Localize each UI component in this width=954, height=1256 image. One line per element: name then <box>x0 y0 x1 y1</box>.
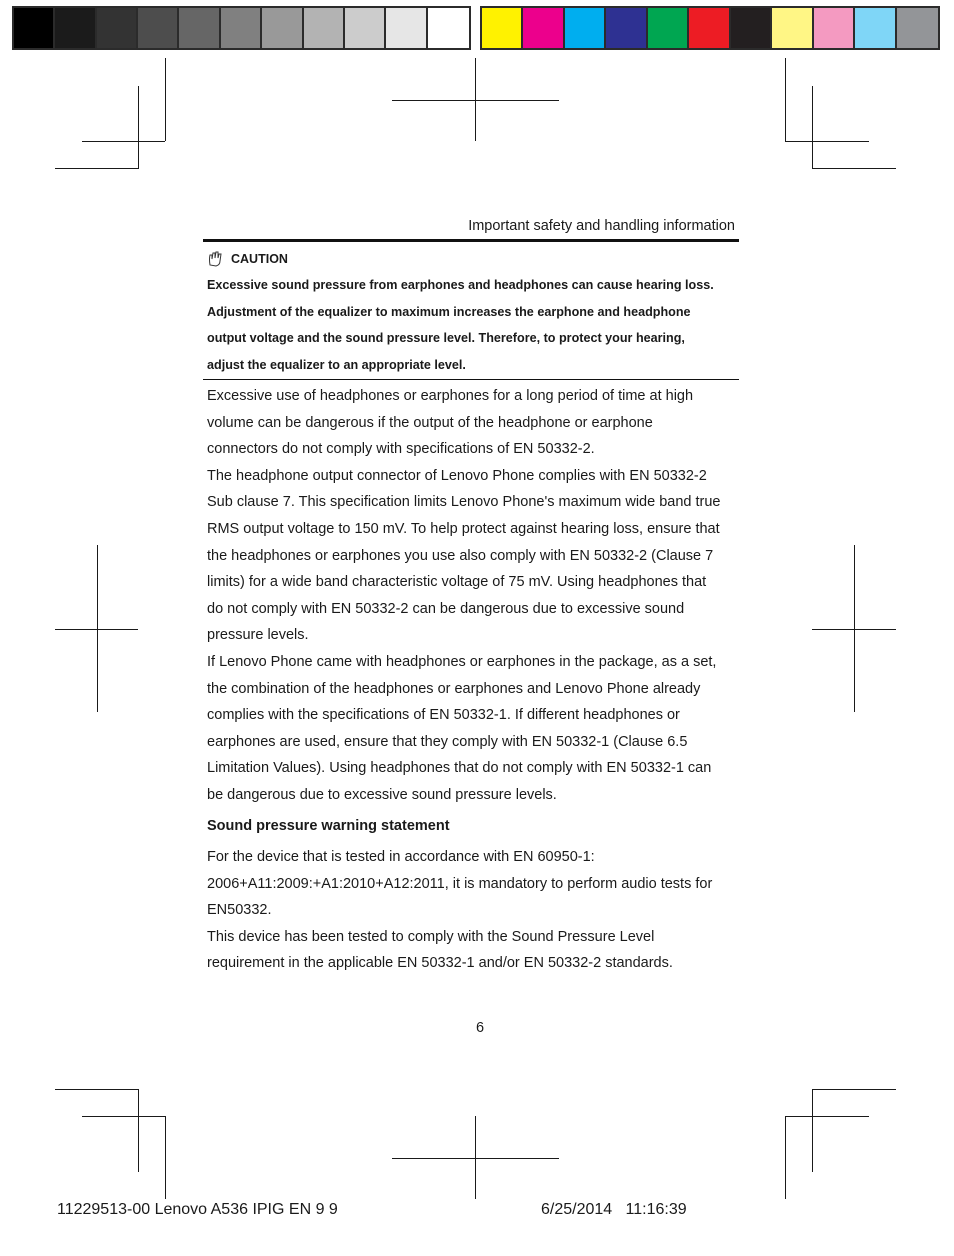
gray-swatch <box>221 8 262 48</box>
crop-mark <box>812 168 896 169</box>
crop-mark <box>812 86 813 169</box>
body-line: The headphone output connector of Lenovo Phone complies with EN 50332-2 <box>207 467 707 484</box>
body-line: do not comply with EN 50332-2 can be dangerous due to excessive sound <box>207 600 685 617</box>
color-swatch <box>772 8 813 48</box>
caution-line: adjust the equalizer to an appropriate level. <box>207 357 466 372</box>
color-swatch <box>523 8 564 48</box>
body-line: If Lenovo Phone came with headphones or earphones in the package, as a set, <box>207 653 717 670</box>
caution-line: Excessive sound pressure from earphones and headphones can cause hearing loss. <box>207 278 714 292</box>
caution-line: output voltage and the sound pressure level. Therefore, to protect your hearing, <box>207 331 685 345</box>
crop-mark <box>785 58 786 141</box>
color-swatch <box>855 8 896 48</box>
crop-mark <box>55 168 138 169</box>
color-swatch <box>606 8 647 48</box>
gray-swatch <box>55 8 96 48</box>
body-line: pressure levels. <box>207 627 309 644</box>
color-swatch <box>648 8 689 48</box>
page-number: 6 <box>475 1020 485 1036</box>
grayscale-calibration-bar <box>12 6 471 50</box>
section-line: 2006+A11:2009:+A1:2010+A12:2011, it is mandatory to perform audio tests for <box>207 875 713 892</box>
body-line: volume can be dangerous if the output of the headphone or earphone <box>207 414 653 431</box>
gray-swatch <box>386 8 427 48</box>
crop-mark <box>138 86 139 169</box>
crop-mark <box>785 1116 786 1199</box>
color-swatch <box>731 8 772 48</box>
body-line: complies with the specifications of EN 50332-1. If different headphones or <box>207 707 680 724</box>
crop-mark <box>812 1089 813 1172</box>
crop-mark <box>165 1116 166 1199</box>
gray-swatch <box>97 8 138 48</box>
body-line: the headphones or earphones you use also comply with EN 50332-2 (Clause 7 <box>207 547 714 564</box>
body-line: RMS output voltage to 150 mV. To help protect against hearing loss, ensure that <box>207 520 720 537</box>
registration-mark <box>812 629 896 630</box>
gray-swatch <box>14 8 55 48</box>
section-line: This device has been tested to comply with the Sound Pressure Level <box>207 928 655 945</box>
caution-label: CAUTION <box>231 252 288 266</box>
caution-hand-icon <box>207 250 225 268</box>
gray-swatch <box>138 8 179 48</box>
crop-mark <box>165 58 166 141</box>
registration-mark <box>392 100 559 101</box>
color-swatch <box>897 8 938 48</box>
registration-mark <box>55 629 138 630</box>
crop-mark <box>55 1089 138 1090</box>
crop-mark <box>785 1116 869 1117</box>
color-swatch <box>689 8 730 48</box>
body-line: the combination of the headphones or earphones and Lenovo Phone already <box>207 680 701 697</box>
gray-swatch <box>262 8 303 48</box>
section-text <box>207 844 742 977</box>
gray-swatch <box>304 8 345 48</box>
caution-heading <box>207 250 288 268</box>
header-rule <box>203 239 739 242</box>
crop-mark <box>785 141 869 142</box>
caution-rule <box>203 379 739 380</box>
crop-mark <box>82 141 165 142</box>
gray-swatch <box>345 8 386 48</box>
registration-mark <box>392 1158 559 1159</box>
body-line: connectors do not comply with specifications of EN 50332-2. <box>207 441 595 458</box>
body-line: Limitation Values). Using headphones that do not comply with EN 50332-1 can <box>207 760 712 777</box>
body-line: limits) for a wide band characteristic voltage of 75 mV. Using headphones that <box>207 574 707 591</box>
section-line: EN50332. <box>207 902 272 919</box>
crop-mark <box>812 1089 896 1090</box>
caution-text <box>207 272 737 378</box>
caution-line: Adjustment of the equalizer to maximum increases the earphone and headphone <box>207 304 691 319</box>
body-line: Excessive use of headphones or earphones for a long period of time at high <box>207 388 694 404</box>
color-swatch <box>565 8 606 48</box>
gray-swatch <box>179 8 220 48</box>
section-line: requirement in the applicable EN 50332-1 and/or EN 50332-2 standards. <box>207 955 673 972</box>
body-text <box>207 383 742 809</box>
running-header: Important safety and handling information <box>468 218 735 234</box>
body-line: be dangerous due to excessive sound pressure levels. <box>207 786 557 803</box>
footer-job-info: 11229513-00 Lenovo A536 IPIG EN 9 9 <box>57 1201 338 1218</box>
section-heading: Sound pressure warning statement <box>207 818 450 834</box>
gray-swatch <box>428 8 469 48</box>
color-calibration-bar <box>480 6 940 50</box>
crop-mark <box>138 1089 139 1172</box>
section-line: For the device that is tested in accordance with EN 60950-1: <box>207 849 595 865</box>
color-swatch <box>482 8 523 48</box>
footer-timestamp: 6/25/2014 11:16:39 <box>541 1201 687 1218</box>
body-line: earphones are used, ensure that they comply with EN 50332-1 (Clause 6.5 <box>207 733 688 750</box>
crop-mark <box>82 1116 165 1117</box>
body-line: Sub clause 7. This specification limits Lenovo Phone's maximum wide band true <box>207 494 721 511</box>
color-swatch <box>814 8 855 48</box>
